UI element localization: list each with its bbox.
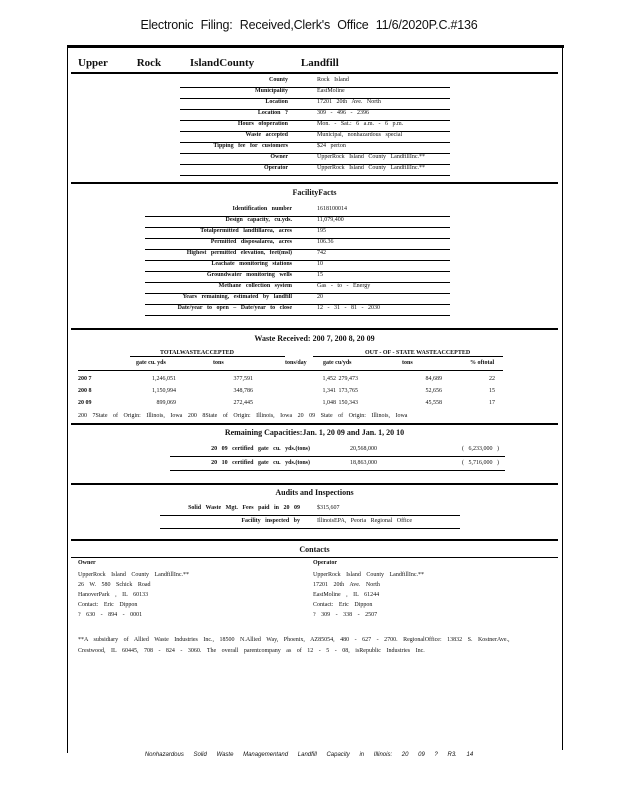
row-rule bbox=[180, 98, 450, 99]
row-rule bbox=[145, 216, 450, 217]
fact-value: 1618100014 bbox=[317, 206, 347, 212]
waste-rule bbox=[71, 328, 558, 330]
column-header: gate cu. yds bbox=[136, 360, 166, 366]
column-header: tons bbox=[213, 360, 224, 366]
table-cell: 52,656 bbox=[425, 388, 442, 394]
contacts-subrule bbox=[71, 557, 558, 558]
fact-value: 11,079,400 bbox=[317, 217, 344, 223]
operator-line: 17201 20th Ave. North bbox=[313, 582, 380, 588]
fact-label: Totalpermitted landfillarea, acres bbox=[200, 228, 292, 234]
owner-title: Owner bbox=[78, 560, 96, 566]
remaining-tons: ( 5,716,000 ) bbox=[462, 460, 499, 466]
table-cell: 17 bbox=[489, 400, 495, 406]
column-header: tons bbox=[402, 360, 413, 366]
row-rule bbox=[180, 109, 450, 110]
title-part-c: IslandCounty bbox=[189, 57, 255, 69]
fact-label: Groundwater monitoring wells bbox=[206, 272, 292, 278]
info-label: Location ? bbox=[257, 110, 288, 116]
remaining-heading: Remaining Capacities:Jan. 1, 20 09 and Jan. 1, 20 10 bbox=[224, 428, 405, 437]
audits-heading: Audits and Inspections bbox=[275, 488, 354, 497]
owner-line: UpperRock Island County LandfillInc.** bbox=[78, 572, 189, 578]
facility-title bbox=[78, 57, 355, 69]
remaining-label: 20 10 certified gate cu. yds.(tons) bbox=[211, 460, 310, 466]
row-rule bbox=[180, 175, 450, 176]
fact-label: Leachate monitoring stations bbox=[211, 261, 292, 267]
table-cell: 150,343 bbox=[338, 400, 358, 406]
info-label: Owner bbox=[270, 154, 288, 160]
info-value: 309 - 496 - 2396 bbox=[317, 110, 369, 116]
facts-rule bbox=[71, 182, 558, 184]
fact-label: Methane collection system bbox=[218, 283, 292, 289]
total-rule bbox=[130, 356, 285, 357]
column-header: gate cu/yds bbox=[323, 360, 352, 366]
table-cell: 1,048 bbox=[322, 400, 336, 406]
info-label: Waste accepted bbox=[245, 132, 288, 138]
table-cell: 279,473 bbox=[338, 376, 358, 382]
contacts-heading: Contacts bbox=[299, 545, 330, 554]
audit-value: $315,607 bbox=[317, 505, 340, 511]
fact-value: 12 - 31 - 81 - 2030 bbox=[317, 305, 380, 311]
fact-label: Design capacity, cu.yds. bbox=[225, 217, 292, 223]
page-frame-right bbox=[562, 45, 564, 750]
operator-line: ? 309 - 338 - 2507 bbox=[313, 612, 378, 618]
info-label: Location bbox=[265, 99, 288, 105]
page-footer: Nonhazardous Solid Waste Managementand Landfill Capacity in Illinois: 20 09 ? R3. 14 bbox=[144, 752, 474, 758]
table-cell: 1,341 bbox=[322, 388, 336, 394]
title-rule bbox=[71, 72, 558, 74]
row-rule bbox=[145, 282, 450, 283]
table-cell: 1,150,994 bbox=[152, 388, 176, 394]
info-label: Operator bbox=[264, 165, 288, 171]
audit-value: IllinoisEPA, Peoria Regional Office bbox=[317, 518, 412, 524]
fact-label: Date/year to open – Date/year to close bbox=[177, 305, 292, 311]
operator-line: UpperRock Island County LandfillInc.** bbox=[313, 572, 424, 578]
column-header: % oftotal bbox=[470, 360, 495, 366]
info-value: UpperRock Island County LandfillInc.** bbox=[317, 165, 425, 171]
fact-value: Gas - to - Energy bbox=[317, 283, 371, 289]
header-rule bbox=[78, 370, 503, 371]
remaining-tons: ( 6,233,000 ) bbox=[462, 446, 499, 452]
operator-title: Operator bbox=[313, 560, 337, 566]
table-cell: 173,765 bbox=[338, 388, 358, 394]
owner-line: 26 W. 580 Schick Road bbox=[78, 582, 151, 588]
fact-value: 106.36 bbox=[317, 239, 334, 245]
fact-value: 742 bbox=[317, 250, 326, 256]
filing-header: Electronic Filing: Received,Clerk's Office 11/6/2020P.C.#136 bbox=[140, 18, 478, 32]
year-label: 200 8 bbox=[78, 388, 92, 394]
audit-label: Facility inspected by bbox=[241, 518, 300, 524]
table-cell: 1,452 bbox=[322, 376, 336, 382]
table-cell: 272,445 bbox=[233, 400, 253, 406]
row-rule bbox=[160, 528, 460, 529]
audits-rule bbox=[71, 483, 558, 485]
row-rule bbox=[170, 456, 505, 457]
row-rule bbox=[180, 120, 450, 121]
row-rule bbox=[145, 238, 450, 239]
table-cell: 899,069 bbox=[156, 400, 176, 406]
info-value: $24 perton bbox=[317, 143, 346, 149]
total-waste-header: TOTALWASTEACCEPTED bbox=[160, 350, 234, 356]
operator-line: Contact: Eric Dippon bbox=[313, 602, 373, 608]
row-rule bbox=[145, 315, 450, 316]
year-label: 200 7 bbox=[78, 376, 92, 382]
fact-label: Permitted disposalarea, acres bbox=[210, 239, 292, 245]
state-origin-note: 200 7State of Origin: Illinois, Iowa 200 8State of Origin: Illinois, Iowa 20 09 State of Origin: Illinois, Iowa bbox=[78, 413, 408, 419]
title-part-d: Landfill bbox=[300, 57, 339, 69]
info-value: Municipal, nonhazardous special bbox=[317, 132, 403, 138]
title-part-a: Upper bbox=[78, 57, 108, 69]
info-label: County bbox=[268, 77, 288, 83]
remaining-label: 20 09 certified gate cu. yds.(tons) bbox=[211, 446, 310, 452]
row-rule bbox=[160, 515, 460, 516]
row-rule bbox=[145, 227, 450, 228]
year-label: 20 09 bbox=[78, 400, 92, 406]
info-label: Tipping fee for customers bbox=[213, 143, 288, 149]
row-rule bbox=[145, 271, 450, 272]
table-cell: 1,246,051 bbox=[152, 376, 176, 382]
facility-facts-heading: FacilityFacts bbox=[292, 188, 337, 197]
waste-received-heading: Waste Received: 200 7, 200 8, 20 09 bbox=[254, 334, 375, 343]
info-value: Rock Island bbox=[317, 77, 349, 83]
fact-label: Highest permitted elevation, feet(msl) bbox=[186, 250, 292, 256]
fact-label: Years remaining, estimated by landfill bbox=[182, 294, 292, 300]
owner-line: HanoverPark , IL 60133 bbox=[78, 592, 149, 598]
info-label: Municipality bbox=[254, 88, 288, 94]
info-label: Hours ofoperation bbox=[237, 121, 288, 127]
table-cell: 15 bbox=[489, 388, 495, 394]
remaining-rule bbox=[71, 423, 558, 425]
table-cell: 377,591 bbox=[233, 376, 253, 382]
fact-value: 195 bbox=[317, 228, 326, 234]
owner-line: Contact: Eric Dippon bbox=[78, 602, 138, 608]
info-value: UpperRock Island County LandfillInc.** bbox=[317, 154, 425, 160]
owner-line: ? 630 - 894 - 0001 bbox=[78, 612, 143, 618]
fact-value: 20 bbox=[317, 294, 323, 300]
fact-value: 10 bbox=[317, 261, 323, 267]
oos-waste-header: OUT - OF - STATE WASTEACCEPTED bbox=[365, 350, 471, 356]
audit-label: Solid Waste Mgt. Fees paid in 20 09 bbox=[188, 505, 300, 511]
remaining-value: 18,863,000 bbox=[350, 460, 377, 466]
info-value: 17201 20th Ave. North bbox=[317, 99, 381, 105]
row-rule bbox=[180, 87, 450, 88]
table-cell: 348,786 bbox=[233, 388, 253, 394]
contacts-rule bbox=[71, 539, 558, 541]
column-header: tons/day bbox=[285, 360, 307, 366]
table-cell: 45,558 bbox=[425, 400, 442, 406]
table-cell: 22 bbox=[489, 376, 495, 382]
parent-company-footnote: **A subsidiary of Allied Waste Industries Inc., 18500 N.Allied Way, Phoenix, AZ85054, 480 - 627 - 2700. RegionalOffice: 13832 S. KostnerAve., Crestwood, IL 60445, 708 - 824 - 3060. The overall parentcompany as of 12 - 5 - 08, isRepublic Industries Inc. bbox=[78, 637, 510, 654]
info-value: Mon. - Sat.: 6 a.m. - 6 p.m. bbox=[317, 121, 404, 127]
row-rule bbox=[145, 260, 450, 261]
row-rule bbox=[170, 470, 505, 471]
fact-value: 15 bbox=[317, 272, 323, 278]
row-rule bbox=[180, 131, 450, 132]
remaining-value: 20,568,000 bbox=[350, 446, 377, 452]
operator-line: EastMoline , IL 61244 bbox=[313, 592, 380, 598]
fact-label: Identification number bbox=[232, 206, 292, 212]
info-value: EastMoline bbox=[317, 88, 345, 94]
oos-rule bbox=[313, 356, 503, 357]
title-part-b: Rock bbox=[136, 57, 162, 69]
table-cell: 84,689 bbox=[425, 376, 442, 382]
